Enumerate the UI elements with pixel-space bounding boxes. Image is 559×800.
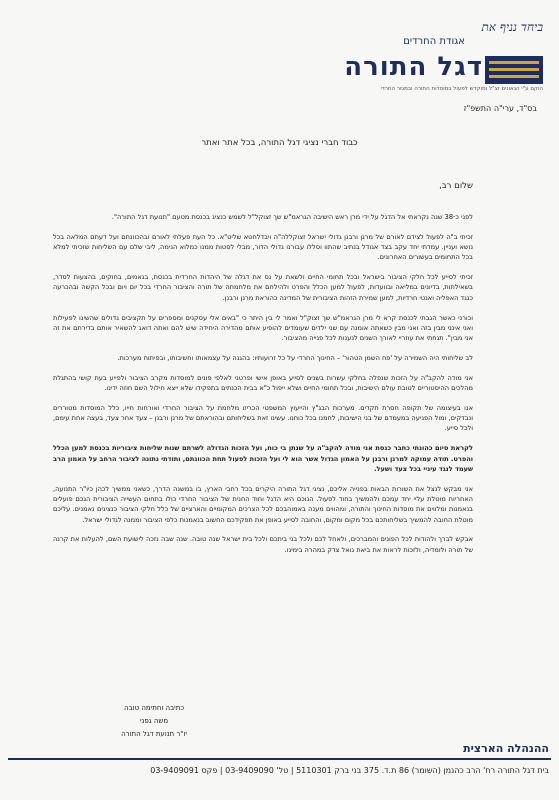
signer-name: משה גפני xyxy=(139,717,169,725)
footer-title: ההנהלה הארצית xyxy=(463,742,549,755)
letter-paragraph: אבקש לברך ולהודות לכל הפונים והמברכים, ולאחל לכם ולכל בני ביתכם ולכל בית ישראל שנה טובה. שנה שבה נזכה לישועת השם, להעלות את קרנה של תורה ולומדיה, ולזכות לראות את ביאת גואל צדק במהרה בימינו. xyxy=(53,535,473,554)
signer-title: יו"ר תנועת דגל התורה xyxy=(121,730,187,738)
footer-divider xyxy=(8,758,551,760)
letter-paragraph: לב שליחותי היה השמירה על 'פח השמן הטהור' – החינוך החרדי על כל זרועותיו: בהגנה על עצמאותו וחשיבותו, ובפיתוח מערכות. xyxy=(117,353,473,362)
letter-paragraph: אני מבקש לנצל את השורות הבאות בפנייה אליכם, נציגי דגל התורה היקרים בכל רחבי הארץ, בו במשנה הדרך, כשאני ממשיך לכהן כיו"ר התנועה, האחריות מוטלת עליי יחד עמכם ולהמשיך בחוד לפעול. הנוכם היא הדגל וחוד החנית של הציבור החרדי כולו בתחום העשייה הציבורית הגכם פועלים בנאמנות ומלווים את מוסדות החינוך והתורה, ומהווים מענה באמוהבכם לכל הצרכים המקומיים והארציים של כלל חלקי הציבור כנציגים נאמנים. עליכם מוטלת החובה להמשיך בשליחותכם בכל מקום ומקום, והחובה לסייע באופן את תפקידכם החשוב בנאמנות כלפי הציבור וממנה לגדולי ישראל. xyxy=(53,484,473,524)
logo-tagline: ביחד נניף את xyxy=(481,20,543,34)
letter-paragraph: זכיתי לסייע לכל חלקי הציבור בישראל ובכל תחומי החיים ולשאת על נס את דגלה של היהדות החרדית בכנסת, בגאמים, בחוקים, בהצעות לסדר, בשאילתות, בדיונים במליאה ובוועדות, לפעול למען הכלל והפרט ולהילחם את מלחמתה של תורה והציבור החרדי בכל יום ויום ובכל הקשה ובהכרעה כנגד האפליה ואנטי חרדיות, למען שמירת הזהות הציבורית של המדינה כהוראת מרנן ורבנן. xyxy=(53,273,473,302)
letter-salutation: שלום רב, xyxy=(439,181,473,191)
logo xyxy=(283,22,543,102)
letter-paragraph: זכיתי ב"ה לפעול לצידם לאורם של מרנן ורבנן גדולי ישראל זצוקללה"ה ויבדלחטא שליט"א. כל העת פעלתי לאורם ובהכוונתם ועל דעתם המלאה בכל נושא ועניין. עמדתי יחד עקב בצד אגודל בנתיב שהתוו וסללו עבורנו גדולי הדור, מבלי לסטות ממנו כמלוא הנימה, ליבי שלם עם השליחות שזכיתי למלא בכל התחומים בעשורים האחרונים. xyxy=(53,232,473,262)
letter-paragraph: אני מודה להקב"ה על הזכות שנפלה בחלקי עשרות בשנים לסייע באופן אישי ופרטני לאלפי פונים למוסדות מקרב הציבור ולפייע בעת קושי בהתגלת מהלכים ההיסטוריים לטובת עולם הישיבות, ובכל תחומי החיים ושלא ייפול כ"א בבית הכנתים בתפקידו שלא ייצא חילול השם חוזה ידינו. xyxy=(53,373,473,393)
letter-paragraph: לפני כ-38 שנה נקראתי אל הדגל על ידי מרן ראש הישיבה הגראמ"ש שך זצוקל"ל לשמש כנציג בכנסת מטעם "תנועת דגל התורה". xyxy=(111,213,473,221)
letter-paragraph: וכורני כאשר הגבתי לכנסת קרא לי מרן הגראמ"ש שך זצוק"ל ואמר לי בין היתר כי "באים אלי עסקנים ומספרים על תקציבים גדולים שהשיגו לפעילות ואני אינני מבין בזה ואני מבין כשאתה אומנה עם שני ילדים שעומדים להופיע אותם מהדירה היחידה שיש להם ואתה דואג להשאיר אותם בדירתם את זה אני מבין". תנחתי את עוזריי לאורך השנים לנענות לכל פנייה מהציבור. xyxy=(53,313,473,343)
footer-contact: בית דגל התורה רח' הרב כהנמן (השומר) 86 ת.ד. 375 בני ברק 5110301 | טל' 03-9409090 | פקס 03-9409091 xyxy=(150,766,549,775)
letter-greeting: כבוד חברי נציגי דגל התורה, בכל אתר ואתר xyxy=(201,138,358,148)
logo-subtitle: הוקם ע"י הגאונים זצ"ל ומוקדש לפעול במוסדות התורה ובמגזר החרדי xyxy=(380,86,543,92)
letter-date: בס"ד, ערי"ה התשפ"ז xyxy=(463,104,537,113)
letter-paragraph: אנו בעיצומה של תקופה חסרת תקדים. מערכות הבג"ץ והייעוץ המשפטי הכריזו מלחמת על הציבור החרדי ואורחות חייו, כלל המוסדות מטוררים ונבדקים, ומול הפגיעה במעמדם של בני הישיבות, לחמנו בכל כוחנו. עשינו זאת בשליחותם ובהוראתם של מרנן ורבנן – צעד אחר צעד, בעצה אחת עימם, ולכל סייע. xyxy=(53,403,473,433)
logo-brand-name: דגל התורה xyxy=(344,52,483,82)
letter-paragraph: לקראת סיום כהונתי כחבר כנסת אני מודה להקב"ה על שנתן בי כוח, ועל הזכות הגדולה לשרתם שנות שליחות ציבוריות בכנסת למען הכלל והפרט. תודה עמוקה למרנן ורבנן על האמון הגדול אשר הוא לי ועל הזכות לפעול תחת הכוונתם, ותודתי נתונה לציבור הרחב על האמון הרב שעמד לנגד עיניי בכל צעד ושעל. xyxy=(53,444,473,473)
letter-closing xyxy=(121,702,187,741)
logo-flag-icon xyxy=(485,56,543,86)
closing-blessing: כתיבה וחתימה טובה xyxy=(124,704,185,712)
logo-org-name: אגודת החרדים xyxy=(403,36,465,47)
letter-body xyxy=(53,212,473,564)
